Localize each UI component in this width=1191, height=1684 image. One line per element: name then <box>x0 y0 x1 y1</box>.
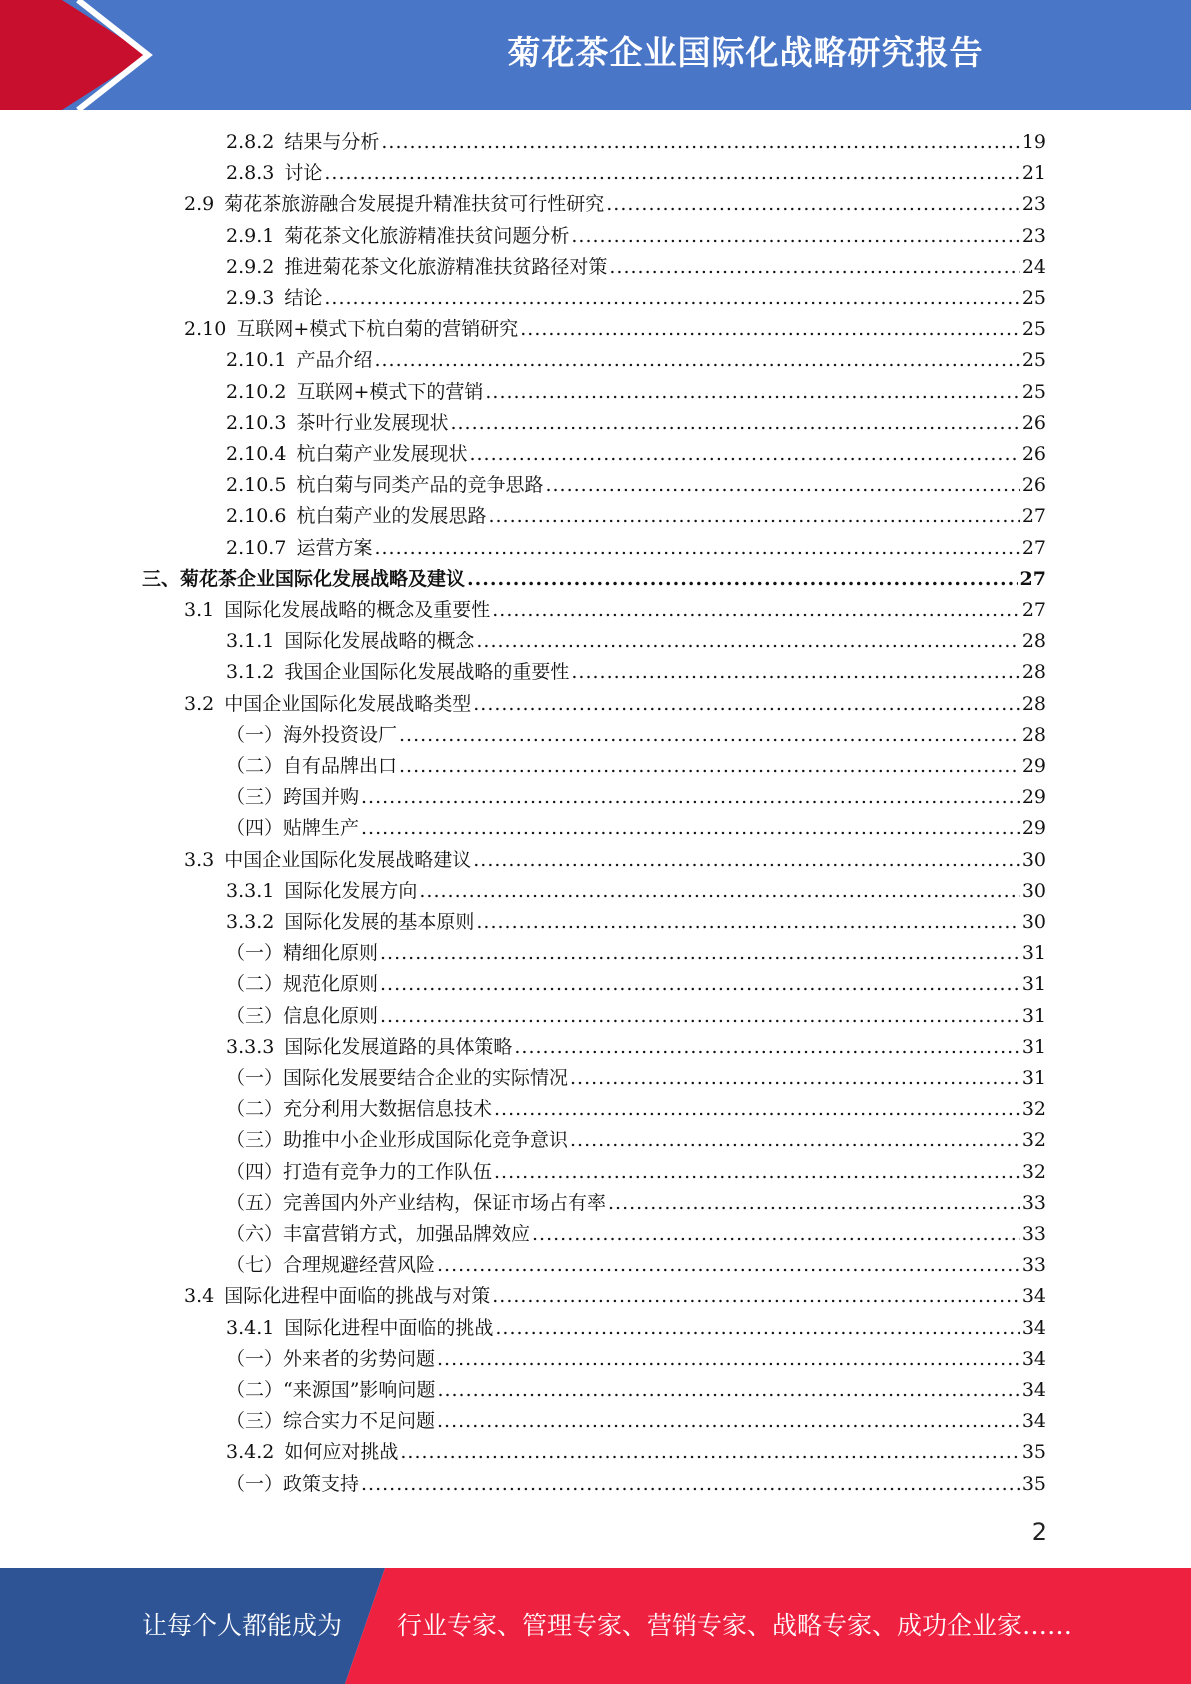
toc-entry-page: 35 <box>1021 1472 1046 1495</box>
toc-entry-page: 32 <box>1021 1129 1046 1152</box>
toc-entry[interactable] <box>226 158 1046 189</box>
toc-entry-page: 31 <box>1021 1035 1046 1058</box>
toc-entry-label <box>226 938 378 969</box>
toc-entry[interactable] <box>142 564 1046 595</box>
toc-entry-number: 2.9.2 <box>226 255 275 278</box>
toc-entry-number: 2.10.4 <box>226 443 287 465</box>
toc-dot-leader <box>571 221 1019 252</box>
toc-entry-page: 34 <box>1021 1285 1046 1308</box>
toc-entry-number: 2.9.1 <box>226 224 275 247</box>
toc-dot-leader <box>381 127 1019 158</box>
toc-entry-label <box>226 751 397 782</box>
toc-entry-title: 如何应对挑战 <box>284 1441 399 1464</box>
toc-entry-label <box>226 1250 435 1281</box>
toc-entry-label <box>226 377 483 408</box>
toc-dot-leader <box>374 533 1019 564</box>
toc-entry-label <box>226 1313 493 1344</box>
toc-entry-page: 33 <box>1021 1254 1046 1277</box>
toc-entry-page: 25 <box>1021 380 1046 403</box>
toc-entry-label <box>226 252 607 283</box>
toc-entry-title: 我国企业国际化发展战略的重要性 <box>284 661 570 684</box>
toc-entry[interactable] <box>226 782 1046 813</box>
toc-entry[interactable] <box>226 501 1046 532</box>
toc-dot-leader <box>324 283 1019 314</box>
toc-entry-page: 31 <box>1021 1067 1046 1089</box>
toc-entry[interactable] <box>226 1406 1046 1437</box>
toc-entry[interactable] <box>226 1437 1046 1468</box>
toc-dot-leader <box>495 1313 1019 1344</box>
toc-dot-leader <box>361 782 1020 813</box>
toc-entry-number: 3.2 <box>184 692 215 715</box>
toc-entry-title: 运营方案 <box>296 536 373 559</box>
toc-entry-page: 28 <box>1021 630 1046 653</box>
toc-dot-leader <box>324 158 1019 189</box>
toc-entry-number: 3.4.2 <box>226 1441 275 1464</box>
toc-entry-title: 菊花茶文化旅游精准扶贫问题分析 <box>284 224 570 247</box>
toc-dot-leader <box>374 345 1019 376</box>
toc-entry[interactable] <box>226 657 1046 688</box>
toc-entry-page: 28 <box>1021 661 1046 684</box>
toc-dot-leader <box>532 1219 1020 1250</box>
toc-dot-leader <box>437 1375 1019 1406</box>
toc-entry-title: 互联网+模式下杭白菊的营销研究 <box>236 318 519 341</box>
toc-entry-label <box>226 1094 492 1125</box>
footer-slogan-right: 行业专家、管理专家、营销专家、战略专家、成功企业家…… <box>397 1611 1073 1640</box>
toc-entry-label <box>226 720 397 751</box>
toc-entry-label <box>226 1063 568 1094</box>
toc-entry-title: （一）外来者的劣势问题 <box>226 1347 436 1370</box>
toc-entry-title: 三、菊花茶企业国际化发展战略及建议 <box>142 567 466 590</box>
toc-dot-leader <box>488 501 1019 532</box>
toc-entry-number: 2.10.3 <box>226 411 287 434</box>
toc-entry[interactable] <box>184 595 1046 626</box>
toc-entry-page: 34 <box>1021 1379 1046 1401</box>
toc-entry-title: （三）助推中小企业形成国际化竞争意识 <box>226 1129 569 1152</box>
toc-dot-leader <box>570 1125 1020 1156</box>
toc-dot-leader <box>476 626 1019 657</box>
toc-entry-number: 2.8.3 <box>226 162 275 185</box>
toc-dot-leader <box>492 1281 1020 1312</box>
toc-dot-leader <box>400 1437 1019 1468</box>
toc-entry-label <box>226 1344 435 1375</box>
toc-entry[interactable] <box>226 876 1046 907</box>
toc-entry[interactable] <box>226 439 1046 470</box>
toc-entry[interactable] <box>226 408 1046 439</box>
toc-entry-page: 27 <box>1019 567 1046 590</box>
toc-entry[interactable] <box>226 1250 1046 1281</box>
toc-entry[interactable] <box>226 1313 1046 1344</box>
toc-entry[interactable] <box>226 533 1046 564</box>
toc-entry-title: 互联网+模式下的营销 <box>296 380 484 403</box>
toc-dot-leader <box>492 595 1020 626</box>
toc-entry[interactable] <box>226 626 1046 657</box>
toc-entry-page: 28 <box>1021 692 1046 715</box>
toc-entry-label <box>226 1125 568 1156</box>
toc-dot-leader <box>469 439 1019 470</box>
toc-entry-page: 25 <box>1021 349 1046 372</box>
toc-entry-label <box>226 158 322 189</box>
toc-entry-page: 26 <box>1021 411 1046 434</box>
toc-entry[interactable] <box>226 1219 1046 1250</box>
toc-entry-label <box>226 533 372 564</box>
toc-entry[interactable] <box>226 221 1046 252</box>
toc-entry-page: 23 <box>1021 193 1046 216</box>
toc-entry[interactable] <box>184 189 1046 220</box>
toc-entry[interactable] <box>226 1094 1046 1125</box>
toc-entry-title: 茶叶行业发展现状 <box>296 411 449 434</box>
toc-dot-leader <box>437 1406 1020 1437</box>
toc-dot-leader <box>571 657 1019 688</box>
toc-entry-title: 结果与分析 <box>284 131 380 153</box>
toc-dot-leader <box>380 1001 1020 1032</box>
toc-entry-title: 中国企业国际化发展战略类型 <box>224 692 472 715</box>
toc-entry-label <box>184 689 471 720</box>
toc-dot-leader <box>520 314 1020 345</box>
toc-entry-title: （二）规范化原则 <box>226 973 379 996</box>
toc-entry-label <box>184 314 518 345</box>
toc-entry-page: 35 <box>1021 1441 1046 1464</box>
toc-entry-page: 25 <box>1021 318 1046 341</box>
toc-entry-page: 19 <box>1021 131 1046 153</box>
footer-slogan-left: 让每个人都能成为 <box>142 1611 343 1640</box>
toc-dot-leader <box>361 1469 1020 1500</box>
toc-entry-title: 国际化发展战略的概念 <box>284 630 475 653</box>
toc-entry-label <box>184 845 471 876</box>
toc-entry[interactable] <box>226 1188 1046 1219</box>
toc-entry-label <box>226 1188 606 1219</box>
toc-dot-leader <box>476 907 1019 938</box>
toc-entry-label <box>226 1375 435 1406</box>
toc-entry-number: 3.3 <box>184 848 215 871</box>
toc-entry-title: 杭白菊产业发展现状 <box>296 443 468 465</box>
toc-entry-number: 3.3.3 <box>226 1035 275 1058</box>
toc-entry-label <box>226 283 322 314</box>
toc-entry[interactable] <box>226 1032 1046 1063</box>
toc-entry[interactable] <box>226 1063 1046 1094</box>
toc-dot-leader <box>437 1250 1020 1281</box>
toc-entry-label <box>226 907 474 938</box>
toc-entry[interactable] <box>226 1125 1046 1156</box>
toc-entry[interactable] <box>226 127 1046 158</box>
toc-entry-label <box>226 501 486 532</box>
toc-entry[interactable] <box>226 720 1046 751</box>
toc-entry-page: 30 <box>1021 911 1046 933</box>
toc-entry-label <box>226 813 359 844</box>
page-header <box>0 0 1191 110</box>
toc-entry-page: 29 <box>1021 755 1046 777</box>
toc-entry-label <box>226 1469 359 1500</box>
toc-dot-leader <box>399 751 1020 782</box>
toc-entry-label <box>226 1157 492 1188</box>
toc-entry-page: 31 <box>1021 973 1046 996</box>
toc-entry-number: 3.4.1 <box>226 1316 275 1339</box>
toc-dot-leader <box>473 845 1020 876</box>
toc-dot-leader <box>494 1157 1020 1188</box>
toc-dot-leader <box>419 876 1019 907</box>
toc-entry-number: 2.10.6 <box>226 505 287 528</box>
toc-entry[interactable] <box>226 813 1046 844</box>
toc-entry-title: 国际化发展的基本原则 <box>284 911 475 933</box>
toc-entry-page: 31 <box>1021 1004 1046 1027</box>
toc-entry-title: 国际化进程中面临的挑战与对策 <box>224 1285 491 1308</box>
toc-dot-leader <box>608 1188 1020 1219</box>
toc-entry[interactable] <box>184 845 1046 876</box>
toc-entry-title: （五）完善国内外产业结构，保证市场占有率 <box>226 1191 607 1214</box>
toc-entry-title: （一）精细化原则 <box>226 942 379 965</box>
toc-entry-page: 21 <box>1021 162 1046 185</box>
toc-entry-title: （四）贴牌生产 <box>226 817 360 840</box>
toc-entry-page: 27 <box>1021 505 1046 528</box>
toc-entry-label <box>142 564 465 595</box>
toc-entry-title: 国际化发展战略的概念及重要性 <box>224 599 491 621</box>
toc-dot-leader <box>399 720 1020 751</box>
toc-entry[interactable] <box>226 751 1046 782</box>
page-number: 2 <box>1031 1518 1047 1546</box>
toc-entry[interactable] <box>226 345 1046 376</box>
toc-entry-number: 2.9 <box>184 193 215 216</box>
toc-entry-page: 30 <box>1021 848 1046 871</box>
toc-entry-title: （一）国际化发展要结合企业的实际情况 <box>226 1067 569 1089</box>
toc-entry-title: （六）丰富营销方式，加强品牌效应 <box>226 1223 531 1245</box>
toc-dot-leader <box>609 252 1019 283</box>
toc-entry[interactable] <box>184 1281 1046 1312</box>
toc-entry-number: 2.9.3 <box>226 287 275 309</box>
toc-entry-label <box>226 408 448 439</box>
toc-dot-leader <box>606 189 1020 220</box>
toc-entry-label <box>184 595 490 626</box>
toc-entry-page: 33 <box>1021 1223 1046 1245</box>
toc-entry-number: 3.4 <box>184 1285 215 1308</box>
toc-entry-label <box>184 189 604 220</box>
toc-entry-page: 29 <box>1021 786 1046 809</box>
toc-dot-leader <box>361 813 1020 844</box>
toc-dot-leader <box>380 938 1020 969</box>
toc-entry-label <box>184 1281 490 1312</box>
toc-entry-page: 32 <box>1021 1098 1046 1121</box>
toc-entry-page: 34 <box>1021 1410 1046 1433</box>
toc-entry[interactable] <box>226 252 1046 283</box>
toc-entry-page: 33 <box>1021 1191 1046 1214</box>
toc-entry-label <box>226 1437 398 1468</box>
toc-entry-label <box>226 127 379 158</box>
toc-entry[interactable] <box>226 470 1046 501</box>
toc-dot-leader <box>570 1063 1020 1094</box>
toc-entry-number: 2.10.2 <box>226 380 287 403</box>
toc-entry[interactable] <box>226 1157 1046 1188</box>
toc-entry-title: 推进菊花茶文化旅游精准扶贫路径对策 <box>284 255 608 278</box>
toc-entry-title: （一）政策支持 <box>226 1472 360 1495</box>
toc-entry-page: 23 <box>1021 224 1046 247</box>
toc-dot-leader <box>380 969 1020 1000</box>
toc-entry-page: 30 <box>1021 879 1046 902</box>
toc-entry-title: （七）合理规避经营风险 <box>226 1254 436 1277</box>
page-footer <box>0 1568 1191 1684</box>
toc-entry-label <box>226 470 543 501</box>
toc-entry-number: 2.10.7 <box>226 536 287 559</box>
toc-entry-page: 29 <box>1021 817 1046 840</box>
toc-entry-title: 杭白菊产业的发展思路 <box>296 505 487 528</box>
toc-entry-page: 32 <box>1021 1160 1046 1183</box>
toc-entry-label <box>226 657 569 688</box>
toc-entry-page: 26 <box>1021 474 1046 497</box>
toc-entry-page: 28 <box>1021 723 1046 746</box>
toc-entry-number: 3.1 <box>184 599 215 621</box>
toc-entry-title: 结论 <box>284 287 323 309</box>
toc-entry-page: 25 <box>1021 287 1046 309</box>
toc-entry-label <box>226 876 417 907</box>
toc-entry-number: 2.10.5 <box>226 474 287 497</box>
toc-entry-label <box>226 221 569 252</box>
toc-dot-leader <box>494 1094 1020 1125</box>
toc-entry-title: 杭白菊与同类产品的竞争思路 <box>296 474 544 497</box>
toc-entry-title: （二）自有品牌出口 <box>226 755 398 777</box>
toc-entry-page: 27 <box>1021 536 1046 559</box>
toc-entry-title: 国际化发展道路的具体策略 <box>284 1035 513 1058</box>
toc-entry[interactable] <box>226 377 1046 408</box>
toc-entry[interactable] <box>226 907 1046 938</box>
toc-entry-title: （二）充分利用大数据信息技术 <box>226 1098 493 1121</box>
toc-dot-leader <box>514 1032 1019 1063</box>
toc-entry-title: （四）打造有竞争力的工作队伍 <box>226 1160 493 1183</box>
toc-entry-page: 34 <box>1021 1347 1046 1370</box>
toc-entry[interactable] <box>226 283 1046 314</box>
toc-entry[interactable] <box>226 1375 1046 1406</box>
toc-entry-number: 2.10.1 <box>226 349 287 372</box>
toc-entry[interactable] <box>226 1001 1046 1032</box>
toc-dot-leader <box>467 564 1018 595</box>
toc-entry-number: 2.10 <box>184 318 227 341</box>
toc-dot-leader <box>485 377 1019 408</box>
toc-entry-title: 产品介绍 <box>296 349 373 372</box>
toc-entry[interactable] <box>184 689 1046 720</box>
toc-entry-page: 27 <box>1021 599 1046 621</box>
toc-dot-leader <box>473 689 1020 720</box>
toc-entry[interactable] <box>226 1344 1046 1375</box>
toc-entry-title: （三）跨国并购 <box>226 786 360 809</box>
toc-entry-label <box>226 439 467 470</box>
toc-entry-label <box>226 1001 378 1032</box>
toc-dot-leader <box>545 470 1019 501</box>
toc-entry-number: 3.1.1 <box>226 630 275 653</box>
toc-entry-label <box>226 1406 435 1437</box>
toc-entry-title: 讨论 <box>284 162 323 185</box>
toc-entry-number: 3.3.2 <box>226 911 275 933</box>
toc-entry-title: 国际化发展方向 <box>284 879 418 902</box>
toc-entry-title: 中国企业国际化发展战略建议 <box>224 848 472 871</box>
toc-entry[interactable] <box>226 969 1046 1000</box>
toc-entry-page: 24 <box>1021 255 1046 278</box>
toc-entry-label <box>226 1032 512 1063</box>
toc-entry-title: （三）综合实力不足问题 <box>226 1410 436 1433</box>
toc-entry[interactable] <box>184 314 1046 345</box>
toc-dot-leader <box>450 408 1019 439</box>
toc-entry-label <box>226 782 359 813</box>
toc-entry-title: （三）信息化原则 <box>226 1004 379 1027</box>
toc-entry-page: 34 <box>1021 1316 1046 1339</box>
toc-entry-label <box>226 345 372 376</box>
toc-entry-title: （一）海外投资设厂 <box>226 723 398 746</box>
toc-entry[interactable] <box>226 1469 1046 1500</box>
toc-entry-label <box>226 1219 530 1250</box>
toc-entry[interactable] <box>226 938 1046 969</box>
toc-entry-page: 31 <box>1021 942 1046 965</box>
toc-entry-number: 2.8.2 <box>226 131 275 153</box>
toc-entry-title: 国际化进程中面临的挑战 <box>284 1316 494 1339</box>
toc-entry-number: 3.1.2 <box>226 661 275 684</box>
toc-entry-label <box>226 969 378 1000</box>
toc-entry-title: 菊花茶旅游融合发展提升精准扶贫可行性研究 <box>224 193 605 216</box>
toc-entry-title: （二）“来源国”影响问题 <box>226 1379 436 1401</box>
toc-entry-page: 26 <box>1021 443 1046 465</box>
toc-entry-label <box>226 626 474 657</box>
toc-dot-leader <box>437 1344 1020 1375</box>
document-title: 菊花茶企业国际化战略研究报告 <box>507 33 984 72</box>
toc-entry-number: 3.3.1 <box>226 879 275 902</box>
